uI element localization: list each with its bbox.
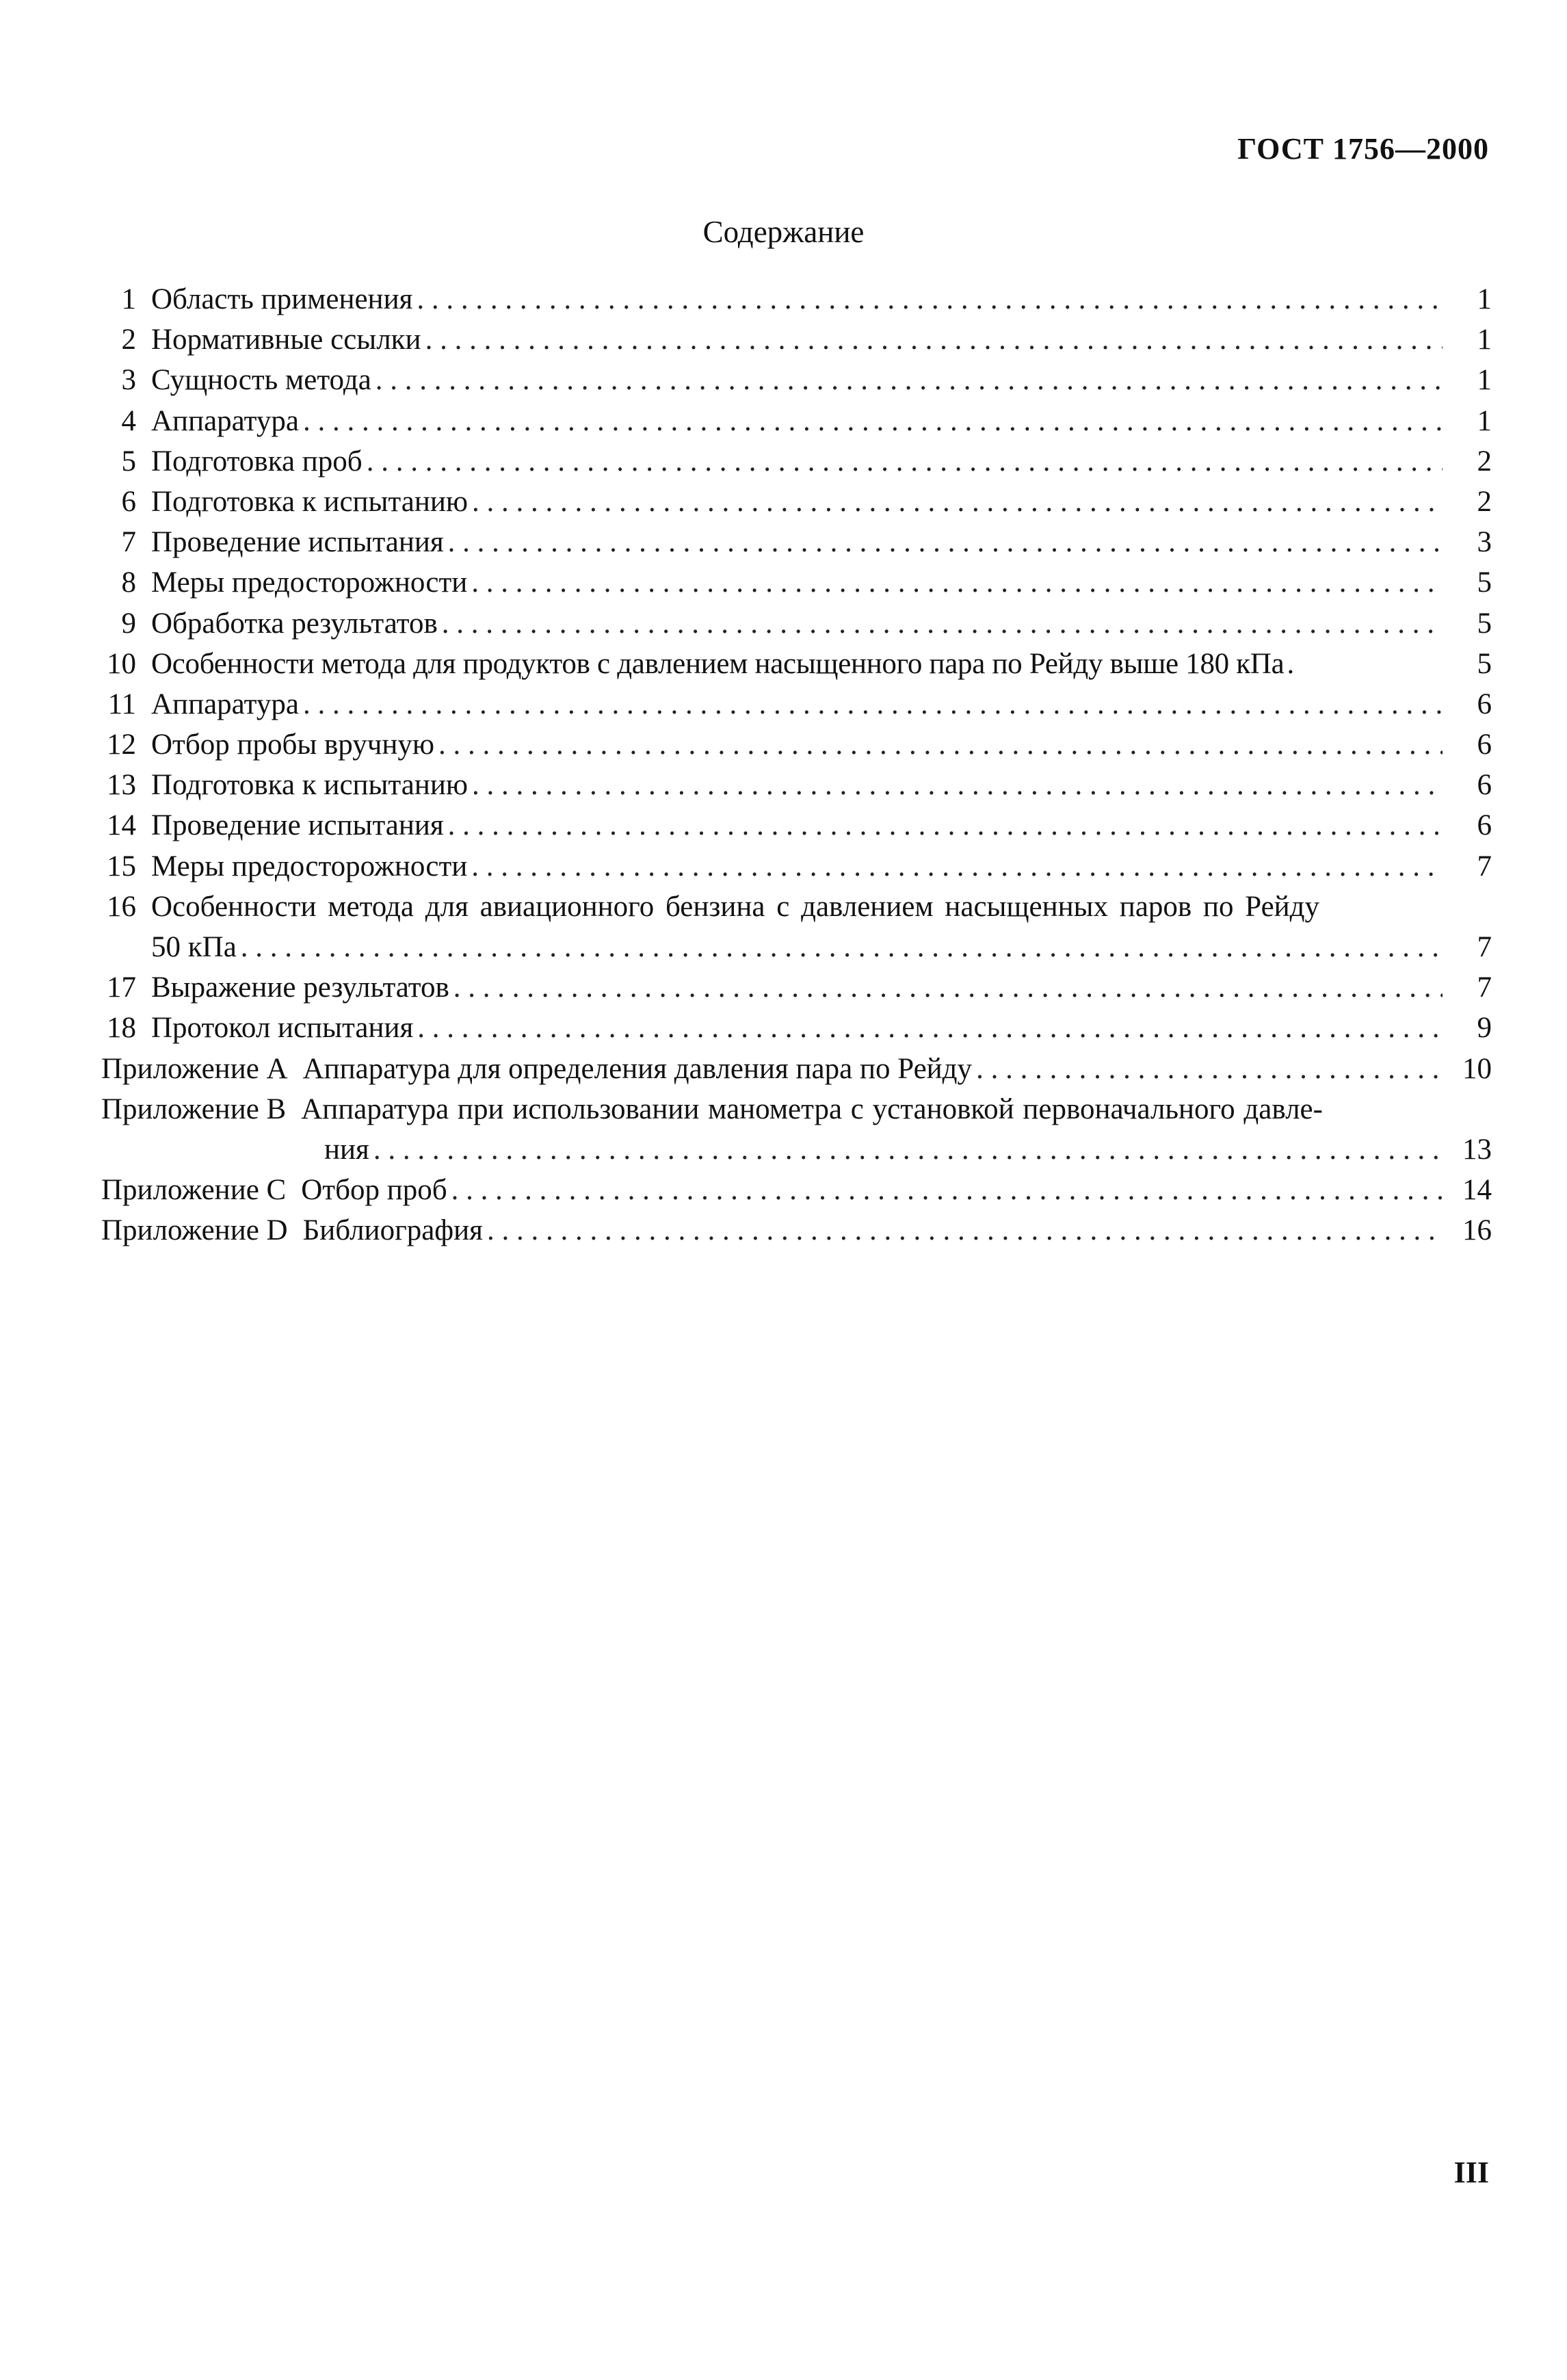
toc-entry-page: 9 bbox=[1477, 1012, 1492, 1045]
toc-entry-number: 13 bbox=[107, 769, 136, 802]
toc-entry-page: 6 bbox=[1477, 729, 1492, 761]
toc-entry[interactable] bbox=[101, 522, 1492, 562]
toc-entry-page: 1 bbox=[1477, 283, 1492, 315]
toc-appendix-label: Приложение D bbox=[101, 1214, 288, 1247]
toc-entry[interactable] bbox=[101, 279, 1492, 319]
toc-entry-number: 17 bbox=[107, 971, 136, 1004]
toc-entry-page: 6 bbox=[1477, 688, 1492, 720]
toc-appendix-label: Приложение В bbox=[101, 1093, 287, 1125]
toc-entry-page: 7 bbox=[1477, 931, 1492, 963]
toc-entry-page: 6 bbox=[1477, 809, 1492, 842]
dot-leader bbox=[472, 765, 1443, 805]
toc-entry-number: 14 bbox=[107, 809, 136, 842]
dot-leader bbox=[241, 927, 1443, 967]
toc-entry-page: 14 bbox=[1462, 1174, 1492, 1207]
toc-entry-title: Аппаратура bbox=[151, 404, 299, 437]
toc-entry[interactable] bbox=[101, 562, 1492, 603]
toc-entry-number: 7 bbox=[121, 526, 136, 559]
toc-entry-title: Обработка результатов bbox=[151, 607, 438, 640]
toc-entry[interactable] bbox=[101, 319, 1492, 360]
dot-leader bbox=[471, 846, 1443, 887]
toc-entry-number: 5 bbox=[121, 445, 136, 478]
toc-entry-title: Меры предосторожности bbox=[151, 566, 468, 599]
toc-appendix-label: Приложение А bbox=[101, 1052, 288, 1085]
toc-entry-title: Особенности метода для продуктов с давлением насыщенного пара по Рейду выше 180 кПа bbox=[151, 647, 1285, 680]
toc-entry-title: Выражение результатов bbox=[151, 971, 449, 1004]
toc-entry-title: 50 кПа bbox=[151, 931, 237, 963]
toc-entry-page: 7 bbox=[1477, 971, 1492, 1004]
toc-entry-title: ния bbox=[324, 1133, 369, 1166]
toc-entry-title: Подготовка проб bbox=[151, 445, 363, 478]
toc-entry-title: Меры предосторожности bbox=[151, 850, 468, 882]
dot-leader bbox=[451, 1170, 1443, 1210]
toc-entry-title: Проведение испытания bbox=[151, 526, 444, 559]
toc-entry-page: 16 bbox=[1462, 1214, 1492, 1247]
toc-entry-title: Аппаратура bbox=[151, 688, 299, 720]
toc-entry-page: 5 bbox=[1477, 607, 1492, 640]
toc-entry-title: Подготовка к испытанию bbox=[151, 769, 468, 802]
dot-leader bbox=[438, 724, 1443, 765]
toc-entry[interactable] bbox=[101, 401, 1492, 441]
toc-entry-number: 9 bbox=[121, 607, 136, 640]
toc-entry-page: 13 bbox=[1462, 1133, 1492, 1166]
dot-leader bbox=[417, 1008, 1443, 1048]
dot-leader bbox=[976, 1049, 1443, 1089]
dot-leader bbox=[472, 482, 1443, 522]
toc-entry[interactable] bbox=[101, 967, 1492, 1008]
toc-entry[interactable] bbox=[101, 441, 1492, 482]
toc-entry-title: Аппаратура для определения давления пара по Рейду bbox=[302, 1052, 973, 1085]
toc-appendix-label: Приложение С bbox=[101, 1174, 287, 1207]
toc-entry-continuation[interactable] bbox=[101, 1129, 1492, 1170]
dot-leader bbox=[303, 401, 1443, 441]
toc-entry[interactable] bbox=[101, 765, 1492, 805]
dot-leader bbox=[448, 805, 1443, 846]
dot-leader bbox=[367, 441, 1443, 482]
toc-entry[interactable] bbox=[101, 724, 1492, 765]
toc-entry[interactable] bbox=[101, 482, 1492, 522]
toc-entry-title: Проведение испытания bbox=[151, 809, 444, 842]
toc-appendix-entry[interactable] bbox=[101, 1170, 1492, 1210]
toc-entry[interactable] bbox=[101, 644, 1492, 684]
toc-entry-number: 16 bbox=[107, 890, 136, 923]
toc-entry-number: 18 bbox=[107, 1012, 136, 1045]
page-number: III bbox=[1453, 2156, 1489, 2189]
toc-entry-number: 11 bbox=[107, 688, 136, 720]
document-code: ГОСТ 1756—2000 bbox=[1237, 132, 1489, 166]
dot-leader: . bbox=[1287, 647, 1295, 680]
toc-entry-number: 15 bbox=[107, 850, 136, 882]
toc-entry-title: Область применения bbox=[151, 283, 413, 315]
toc-appendix-entry[interactable] bbox=[101, 1210, 1492, 1251]
toc-entry-number: 1 bbox=[121, 283, 136, 315]
toc-entry-page: 10 bbox=[1462, 1052, 1492, 1085]
table-of-contents bbox=[101, 279, 1492, 1251]
toc-entry-title: Подготовка к испытанию bbox=[151, 485, 468, 518]
toc-entry-title: Отбор проб bbox=[301, 1174, 447, 1207]
toc-appendix-entry[interactable] bbox=[101, 1089, 1492, 1129]
dot-leader bbox=[373, 1129, 1443, 1170]
toc-entry-title: Отбор пробы вручную bbox=[151, 729, 435, 761]
dot-leader bbox=[376, 360, 1443, 400]
toc-entry-number: 4 bbox=[121, 404, 136, 437]
dot-leader bbox=[453, 967, 1443, 1008]
toc-entry[interactable] bbox=[101, 684, 1492, 724]
toc-appendix-entry[interactable] bbox=[101, 1049, 1492, 1089]
toc-entry[interactable] bbox=[101, 846, 1492, 887]
toc-entry[interactable] bbox=[101, 1008, 1492, 1048]
toc-entry[interactable] bbox=[101, 887, 1492, 927]
toc-entry-title: Сущность метода bbox=[151, 364, 371, 397]
toc-entry-title: Аппаратура при использовании манометра с установкой первоначального давле- bbox=[301, 1093, 1323, 1125]
toc-entry-page: 5 bbox=[1477, 647, 1492, 680]
toc-entry-page: 3 bbox=[1477, 526, 1492, 559]
toc-entry-number: 3 bbox=[121, 364, 136, 397]
toc-entry-title: Протокол испытания bbox=[151, 1012, 414, 1045]
toc-entry[interactable] bbox=[101, 360, 1492, 400]
dot-leader bbox=[471, 562, 1443, 603]
toc-entry-title: Особенности метода для авиационного бензина с давлением насыщенных паров по Рейду bbox=[151, 890, 1320, 923]
toc-entry-continuation[interactable] bbox=[101, 927, 1492, 967]
page-title: Содержание bbox=[702, 215, 865, 249]
toc-entry-page: 7 bbox=[1477, 850, 1492, 882]
toc-entry-page: 1 bbox=[1477, 364, 1492, 397]
toc-entry-title: Библиография bbox=[302, 1214, 483, 1247]
toc-entry-page: 2 bbox=[1477, 445, 1492, 478]
dot-leader bbox=[425, 319, 1443, 360]
dot-leader bbox=[448, 522, 1443, 562]
toc-entry-page: 2 bbox=[1477, 485, 1492, 518]
toc-entry[interactable] bbox=[101, 805, 1492, 846]
dot-leader bbox=[487, 1210, 1443, 1251]
dot-leader bbox=[417, 279, 1443, 319]
toc-entry-page: 6 bbox=[1477, 769, 1492, 802]
toc-entry-page: 1 bbox=[1477, 324, 1492, 356]
toc-entry-number: 10 bbox=[107, 647, 136, 680]
toc-entry-page: 1 bbox=[1477, 404, 1492, 437]
toc-entry-number: 6 bbox=[121, 485, 136, 518]
toc-entry-number: 2 bbox=[121, 324, 136, 356]
toc-entry-number: 8 bbox=[121, 566, 136, 599]
dot-leader bbox=[442, 603, 1443, 644]
toc-entry-page: 5 bbox=[1477, 566, 1492, 599]
toc-entry[interactable] bbox=[101, 603, 1492, 644]
toc-entry-title: Нормативные ссылки bbox=[151, 324, 421, 356]
toc-entry-number: 12 bbox=[107, 729, 136, 761]
dot-leader bbox=[303, 684, 1443, 724]
